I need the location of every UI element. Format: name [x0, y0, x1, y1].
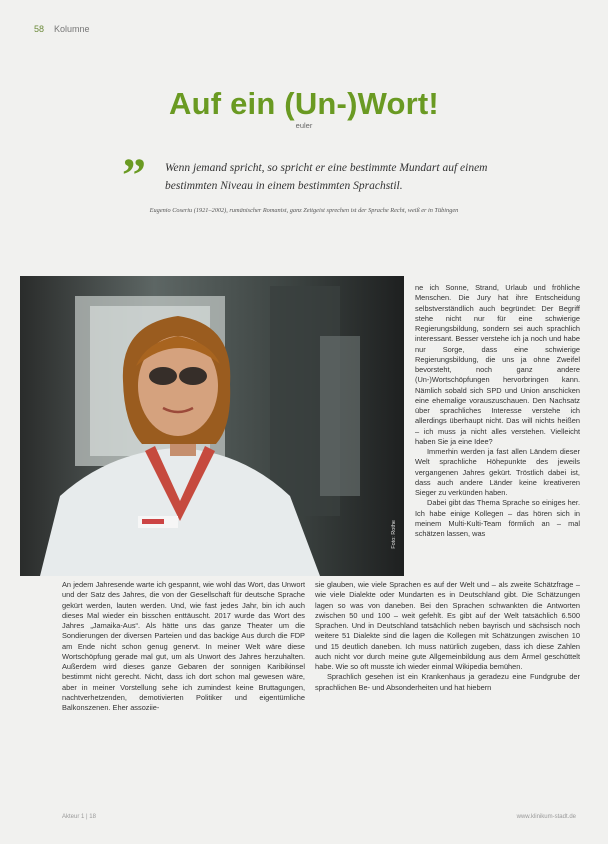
- footer-issue: Akteur 1 | 18: [62, 814, 96, 820]
- page-header: [34, 24, 90, 34]
- quote-source: Eugenio Coseriu (1921–2002), rumänischer Romanist, ganz Zeitgeist sprechen ist der Sprache Recht, weiß er in Tübingen: [149, 207, 459, 214]
- text-column-left: [62, 580, 305, 713]
- paragraph: Dabei gibt das Thema Sprache so einiges her. Ich habe einige Kollegen – das hören sich in meinem Multi-Kulti-Team förmlich an – mal schätzen lassen, was: [415, 498, 580, 538]
- text-column-right-bottom: [315, 580, 580, 693]
- rubric-label: Kolumne: [54, 24, 90, 34]
- paragraph: ne ich Sonne, Strand, Urlaub und fröhliche Menschen. Die Jury hat ihre Entscheidung selbstverständlich auch begründet: Der Begriff stehe nicht nur für eine schwierige Regierungsbildung, sondern sei auch sprachlich interessant. Besser verstehe ich ja noch und habe nur Sorge, dass eine schwierige Regierungsbildung, die uns ja ohne Zweifel bevorsteht, noch ganz andere (Un-)Wortschöpfungen hervorbringen kann. Nämlich sobald sich SPD und Union anschicken eine ehemalige vorauszuschauen. Den Nachsatz über sprachliches Interesse verstehe ich allerdings überhaupt nicht. Das will nichts heißen – ich muss ja nicht alles verstehen. Vielleicht haben Sie ja eine Idee?: [415, 283, 580, 446]
- pull-quote: Wenn jemand spricht, so spricht er eine bestimmte Mundart auf einem bestimmten Niveau in einem bestimmten Sprachstil.: [165, 162, 488, 192]
- paragraph: Immerhin werden ja fast allen Ländern dieser Welt sprachliche Höhepunkte des jeweils vergangenen Jahres gekürt. Tröstlich dabei ist, dass auch andere Länder keine kreativeren Sieger zu verkünden haben.: [415, 447, 580, 497]
- paragraph: sie glauben, wie viele Sprachen es auf der Welt und – als zweite Schätzfrage – wie viele Dialekte oder Mundarten es in Deutschland gibt. Die Schätzungen lagen so was von daneben. Bei den Sprachen schwankten die Antworten zwischen 50 und 100 – weit gefehlt. Es gibt auf der Welt tatsächlich 6.500 Sprachen. Und in Deutschland tatsächlich neben bayrisch und sächsisch noch weitere 51 Dialekte sind die lagen die Kollegen mit Schätzungen zwischen 10 und 15 deutlich daneben. Ich muss natürlich zugeben, dass ich diese Zahlen auch nicht vor durch meine gute Allgemeinbildung aus dem Ärmel geschüttelt habe. Wie so oft musste ich wieder einmal Wikipedia bemühen.: [315, 580, 580, 671]
- page-number: 58: [34, 24, 45, 34]
- portrait-photo: [20, 276, 404, 576]
- quote-mark-icon: ”: [122, 149, 146, 202]
- article-author: euler: [295, 121, 313, 130]
- photo-credit: Foto: Rothe: [391, 520, 397, 549]
- paragraph: Sprachlich gesehen ist ein Krankenhaus ja geradezu eine Fundgrube der sprachlichen Be- und Absonderheiten und hat hiebern: [315, 672, 580, 692]
- text-column-right-top: [415, 283, 580, 539]
- footer-website: www.klinikum-stadt.de: [516, 814, 576, 820]
- paragraph: An jedem Jahresende warte ich gespannt, wie wohl das Wort, das Unwort und der Satz des Jahres, die von der Gesellschaft für deutsche Sprache gekürt werden, lauten werden. Und, wie fast jedes Jahr, bin ich auch dieses Mal wieder ein bisschen enttäuscht. 2017 wurde das Wort des Jahres „Jamaika-Aus“. Als hätte uns das ganze Theater um die Sondierungen der diversen Parteien und das backige Aus durch die FDP am Ende nicht schon genug genervt. In meiner Welt wäre diese Wortschöpfung gerade mal gut, um als Unwort des Jahres herzuhalten. Außerdem wird dieses ganze Gebaren der sonnigen Karibikinsel bestimmt nicht gerecht. Nicht, dass ich dort schon mal gewesen wäre, aber in meiner Vorstellung sehe ich zumindest keine Bruttagungen, nachtverhetzenden, demotivierten Politiker und eigentümliche Balkonszenen. Eher assoziie-: [62, 580, 305, 712]
- article-title: Auf ein (Un-)Wort!: [169, 86, 439, 121]
